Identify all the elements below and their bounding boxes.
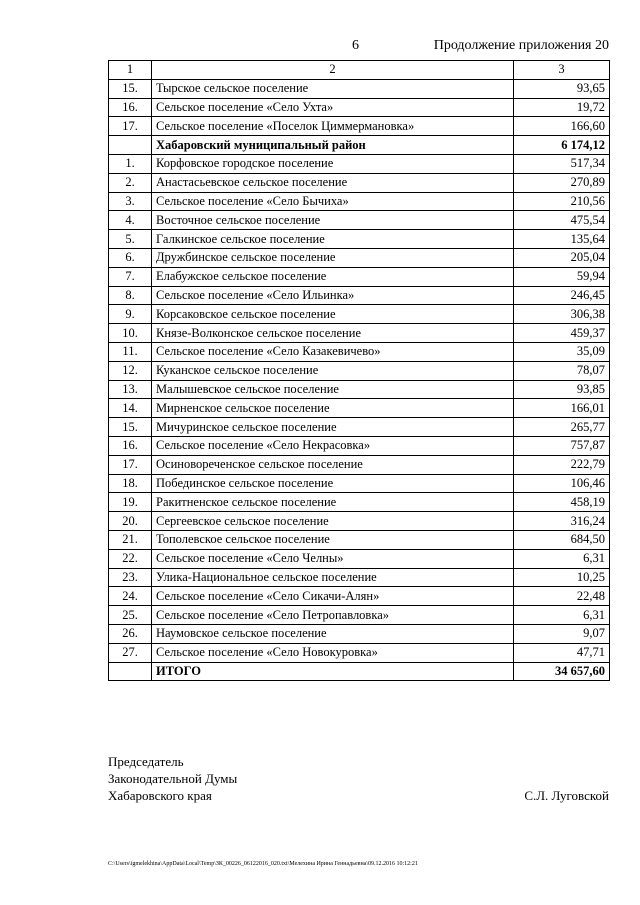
row-name: Сельское поселение «Село Новокуровка»: [152, 643, 514, 662]
table-row: [109, 624, 610, 643]
table-row: [109, 211, 610, 230]
table-row: [109, 549, 610, 568]
table-row: [109, 342, 610, 361]
row-value: 35,09: [514, 342, 610, 361]
row-number: 19.: [109, 493, 152, 512]
row-number: 12.: [109, 361, 152, 380]
row-value: 9,07: [514, 624, 610, 643]
row-number: 15.: [109, 79, 152, 98]
table-row: [109, 173, 610, 192]
row-value: 10,25: [514, 568, 610, 587]
row-value: 6 174,12: [514, 136, 610, 155]
table-row: [109, 286, 610, 305]
row-value: 316,24: [514, 512, 610, 531]
row-value: 93,65: [514, 79, 610, 98]
row-value: 684,50: [514, 530, 610, 549]
row-value: 78,07: [514, 361, 610, 380]
row-value: 166,01: [514, 399, 610, 418]
row-value: 135,64: [514, 230, 610, 249]
row-name: Сельское поселение «Поселок Циммермановка»: [152, 117, 514, 136]
table-body: [109, 79, 610, 681]
table-row: [109, 643, 610, 662]
row-name: Галкинское сельское поселение: [152, 230, 514, 249]
row-number: 13.: [109, 380, 152, 399]
row-name: Улика-Национальное сельское поселение: [152, 568, 514, 587]
row-name: Тырское сельское поселение: [152, 79, 514, 98]
row-value: 19,72: [514, 98, 610, 117]
table-row: [109, 530, 610, 549]
table-row: [109, 98, 610, 117]
row-value: 246,45: [514, 286, 610, 305]
row-number: 6.: [109, 248, 152, 267]
signature-title-line1: Председатель: [108, 754, 184, 769]
row-name: Мичуринское сельское поселение: [152, 418, 514, 437]
row-value: 458,19: [514, 493, 610, 512]
column-header-number: 1: [109, 61, 152, 80]
row-value: 517,34: [514, 154, 610, 173]
row-number: 25.: [109, 606, 152, 625]
continuation-label: Продолжение приложения 20: [433, 38, 609, 53]
row-name: Наумовское сельское поселение: [152, 624, 514, 643]
row-number: [109, 136, 152, 155]
row-number: 23.: [109, 568, 152, 587]
row-number: 9.: [109, 305, 152, 324]
signature-title-line2: Законодательной Думы: [108, 771, 238, 786]
table-row: [109, 361, 610, 380]
row-name: Корфовское городское поселение: [152, 154, 514, 173]
table-row: [109, 154, 610, 173]
row-name: Анастасьевское сельское поселение: [152, 173, 514, 192]
row-name: Корсаковское сельское поселение: [152, 305, 514, 324]
row-name: Куканское сельское поселение: [152, 361, 514, 380]
row-number: 3.: [109, 192, 152, 211]
table-row: [109, 474, 610, 493]
row-name: Осиновореченское сельское поселение: [152, 455, 514, 474]
row-name: Восточное сельское поселение: [152, 211, 514, 230]
row-number: 16.: [109, 436, 152, 455]
row-name: Князе-Волконское сельское поселение: [152, 324, 514, 343]
row-number: 8.: [109, 286, 152, 305]
table-row: [109, 587, 610, 606]
row-name: Елабужское сельское поселение: [152, 267, 514, 286]
row-number: 20.: [109, 512, 152, 531]
row-number: 18.: [109, 474, 152, 493]
row-value: 6,31: [514, 549, 610, 568]
table-row: [109, 380, 610, 399]
row-name: Тополевское сельское поселение: [152, 530, 514, 549]
row-number: 10.: [109, 324, 152, 343]
table-row: [109, 662, 610, 681]
row-value: 210,56: [514, 192, 610, 211]
row-name: Ракитненское сельское поселение: [152, 493, 514, 512]
row-value: 222,79: [514, 455, 610, 474]
row-value: 205,04: [514, 248, 610, 267]
row-name: Сельское поселение «Село Казакевичево»: [152, 342, 514, 361]
table-row: [109, 305, 610, 324]
table-row: [109, 493, 610, 512]
row-number: 1.: [109, 154, 152, 173]
row-number: 4.: [109, 211, 152, 230]
row-number: [109, 662, 152, 681]
table-row: [109, 79, 610, 98]
row-value: 6,31: [514, 606, 610, 625]
row-value: 93,85: [514, 380, 610, 399]
table-row: [109, 324, 610, 343]
table-row: [109, 512, 610, 531]
table-row: [109, 267, 610, 286]
row-name: Сельское поселение «Село Бычиха»: [152, 192, 514, 211]
row-number: 26.: [109, 624, 152, 643]
column-header-value: 3: [514, 61, 610, 80]
column-header-name: 2: [152, 61, 514, 80]
row-name: Мирненское сельское поселение: [152, 399, 514, 418]
table-row: [109, 192, 610, 211]
table-row: [109, 606, 610, 625]
row-name: Сергеевское сельское поселение: [152, 512, 514, 531]
signature-block: [108, 753, 237, 804]
table-row: [109, 248, 610, 267]
row-number: 17.: [109, 117, 152, 136]
row-value: 757,87: [514, 436, 610, 455]
row-number: 16.: [109, 98, 152, 117]
table-row: [109, 117, 610, 136]
row-number: 14.: [109, 399, 152, 418]
row-value: 166,60: [514, 117, 610, 136]
row-name: Дружбинское сельское поселение: [152, 248, 514, 267]
row-value: 306,38: [514, 305, 610, 324]
row-name: Сельское поселение «Село Сикачи-Алян»: [152, 587, 514, 606]
row-number: 22.: [109, 549, 152, 568]
row-number: 15.: [109, 418, 152, 437]
row-value: 265,77: [514, 418, 610, 437]
row-name: Сельское поселение «Село Петропавловка»: [152, 606, 514, 625]
row-name: Сельское поселение «Село Ухта»: [152, 98, 514, 117]
row-name: Сельское поселение «Село Челны»: [152, 549, 514, 568]
row-value: 106,46: [514, 474, 610, 493]
row-value: 47,71: [514, 643, 610, 662]
row-name: Сельское поселение «Село Ильинка»: [152, 286, 514, 305]
row-name: Побединское сельское поселение: [152, 474, 514, 493]
settlements-table: [108, 60, 610, 681]
row-number: 21.: [109, 530, 152, 549]
row-number: 7.: [109, 267, 152, 286]
table-row: [109, 399, 610, 418]
row-value: 22,48: [514, 587, 610, 606]
table-row: [109, 436, 610, 455]
row-name: Малышевское сельское поселение: [152, 380, 514, 399]
row-name: Сельское поселение «Село Некрасовка»: [152, 436, 514, 455]
table-row: [109, 455, 610, 474]
row-name: Хабаровский муниципальный район: [152, 136, 514, 155]
row-number: 27.: [109, 643, 152, 662]
table-row: [109, 230, 610, 249]
row-number: 11.: [109, 342, 152, 361]
row-value: 34 657,60: [514, 662, 610, 681]
row-name: ИТОГО: [152, 662, 514, 681]
table-header-row: [109, 61, 610, 80]
row-number: 2.: [109, 173, 152, 192]
table-row: [109, 418, 610, 437]
table-row: [109, 568, 610, 587]
row-number: 24.: [109, 587, 152, 606]
row-value: 475,54: [514, 211, 610, 230]
row-value: 270,89: [514, 173, 610, 192]
table-row: [109, 136, 610, 155]
file-path-footer: C:\Users\igmelekhina\AppData\Local\Temp\ЗК_00226_06122016_020.txt\Мелехина Ирина Геннадьевна\09.12.2016 10:12:21: [108, 861, 418, 867]
row-number: 5.: [109, 230, 152, 249]
row-value: 459,37: [514, 324, 610, 343]
signature-title-line3: Хабаровского края: [108, 788, 212, 803]
page-number: 6: [352, 38, 359, 53]
row-number: 17.: [109, 455, 152, 474]
row-value: 59,94: [514, 267, 610, 286]
signer-name: С.Л. Луговской: [524, 788, 609, 803]
